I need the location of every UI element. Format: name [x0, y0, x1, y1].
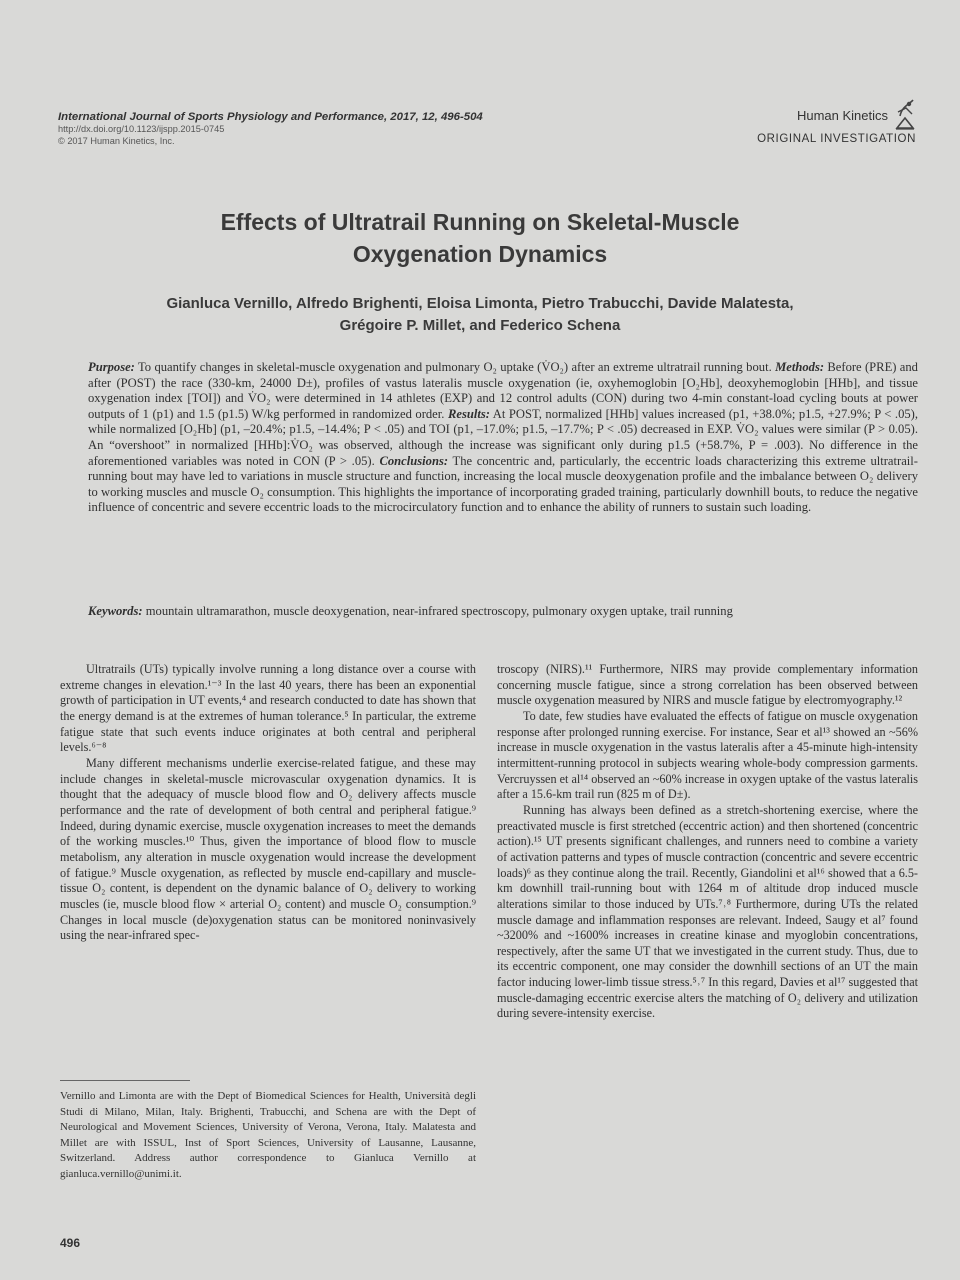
body-paragraph: Running has always been defined as a stretch-shortening exercise, where the preactivated muscle is first stretched (eccentric action) and then shortened (concentric action).¹⁵ UT presents significant challenges, and runners need to combine a variety of activation patterns and types of muscle contraction (concentric and severe eccentric loads)⁶ as they continue along the trail. Recently, Giandolini et al¹⁶ showed that a 6.5-km downhill trail-running bout with 1264 m of altitude drop induced muscle alterations similar to those induced by UTs.⁷˒⁸ Furthermore, during UTs the related muscle damage and inflammation responses are relevant. Indeed, Saugy et al⁷ found ~3200% and ~1600% increases in creatine kinase and myoglobin concentrations, respectively, after the same UT that we investigated in the current study. Thus, due to its eccentric component, one may consider the downhill sections of an UT the main factor inducing lower-limb tissue stress.⁵˒⁷ In this regard, Davies et al¹⁷ suggested that muscle-damaging eccentric exercise alters the matching of O₂ delivery and utilization during severe-intensity exercise.: [497, 802, 918, 1021]
title-line-1: Effects of Ultratrail Running on Skeletal-Muscle: [220, 209, 740, 235]
keywords-label: Keywords:: [88, 604, 143, 618]
purpose-label: Purpose:: [88, 360, 135, 374]
body-column-left: [60, 662, 476, 944]
title-line-2: Oxygenation Dynamics: [352, 241, 608, 267]
journal-header: [58, 111, 578, 147]
publisher-name: Human Kinetics: [796, 107, 888, 123]
body-paragraph: Ultratrails (UTs) typically involve running a long distance over a course with extreme changes in elevation.¹⁻³ In the last 40 years, there has been an exponential growth of participation in UT events,⁴ and research conducted to date has shown that the energy demand is at the extremes of human tolerance.⁵ In particular, the extreme fatigue state that such events induce originates at both central and peripheral levels.⁶⁻⁸: [60, 662, 476, 755]
conclusions-label: Conclusions:: [379, 453, 449, 468]
results-label: Results:: [447, 406, 490, 421]
author-list: [60, 293, 900, 337]
authors-line-1: Gianluca Vernillo, Alfredo Brighenti, Eloisa Limonta, Pietro Trabucchi, Davide Malatesta,: [166, 295, 794, 312]
copyright-notice: © 2017 Human Kinetics, Inc.: [58, 136, 175, 146]
footnote-divider: [60, 1080, 190, 1081]
keywords-text: mountain ultramarathon, muscle deoxygenation, near-infrared spectroscopy, pulmonary oxygen uptake, trail running: [142, 604, 733, 618]
body-paragraph: To date, few studies have evaluated the effects of fatigue on muscle oxygenation response after prolonged running exercise. For instance, Sear et al¹³ showed an ~56% increase in muscle oxygenation in the vastus lateralis after a 45-minute high-intensity intermittent-running protocol in subjects wearing whole-body compression garments. Vercruyssen et al¹⁴ observed an ~60% increase in oxygen uptake of the vastus lateralis after a 15.6-km trail run (825 m of D±).: [497, 708, 918, 802]
body-paragraph: Many different mechanisms underlie exercise-related fatigue, and these may include changes in skeletal-muscle microvascular oxygenation dynamics. It is thought that the adequacy of muscle blood flow and O₂ delivery affects muscle performance and the rate of development of both central and peripheral fatigue.⁹ Indeed, during dynamic exercise, muscle oxygenation increases to meet the demands of the working muscles.¹⁰ Thus, given the importance of blood flow to muscle metabolism, any alteration in muscle oxygenation would increase the development of fatigue.⁹ Muscle oxygenation, as reflected by muscle end-capillary and muscle-tissue O₂ content, is dependent on the dynamic balance of O₂ delivery to working muscles (ie, muscle blood flow × arterial O₂ content) and muscle O₂ consumption.⁹ Changes in local muscle (de)oxygenation status can be monitored noninvasively using the near-infrared spec-: [60, 755, 476, 943]
conclusions-text: The concentric and, particularly, the eccentric loads characterizing this extreme ultratrail-running bout may have led to variations in muscle structure and function, increasing the local muscle deoxygenation profile and the imbalance between O₂ delivery to working muscles and muscle O₂ consumption. This highlights the importance of incorporating graded training, particularly downhill bouts, to reduce the negative influence of concentric and severe eccentric loads to the microcirculatory function and to enhance the ability of runners to sustain such loading.: [88, 453, 919, 515]
methods-label: Methods:: [775, 360, 825, 374]
results-text: At POST, normalized [HHb] values increased (p1, +38.0%; p1.5, +27.9%; P < .05), while normalized [O₂Hb] (p1, –20.4%; p1.5, –14.4%; P < .05) and TOI (p1, –17.0%; p1.5, –17.7%; P < .05) decreased in EXP. V̇O₂ values were similar (P > 0.05). An “overshoot” in normalized [HHb]:V̇O₂ was observed, although the increase was significant only during p1.5 (+58.7%, P = .003). No difference in the aforementioned variables was noted in CON (P > .05).: [88, 406, 918, 468]
abstract-text: [88, 360, 918, 516]
journal-citation: International Journal of Sports Physiology and Performance, 2017, 12, 496-504: [58, 111, 483, 123]
body-paragraph: troscopy (NIRS).¹¹ Furthermore, NIRS may provide complementary information concerning muscle fatigue, since a strong correlation has been observed between muscle oxygenation measured by NIRS and muscle fatigue by electromyography.¹²: [497, 662, 918, 708]
article-title: [60, 206, 900, 270]
keywords: [88, 604, 948, 620]
body-column-right: [497, 662, 918, 1022]
methods-text: Before (PRE) and after (POST) the race (330-km, 24000 D±), profiles of vastus lateralis muscle oxygenation (ie, oxyhemoglobin [O₂Hb], deoxyhemoglobin [HHb], and tissue oxygenation index [TOI]) and V̇O₂ were determined in 14 athletes (EXP) and 12 control adults (CON) during two 4-min constant-load cycling bouts at power outputs of 1 (p1) and 1.5 (p1.5) W/kg performed in randomized order.: [88, 360, 918, 421]
publisher-header: [757, 98, 916, 145]
article-type-label: ORIGINAL INVESTIGATION: [757, 133, 916, 145]
abstract: [88, 360, 918, 516]
purpose-text: To quantify changes in skeletal-muscle oxygenation and pulmonary O₂ uptake (V̇O₂) after an extreme ultratrail running bout.: [134, 360, 772, 374]
author-affiliation-footnote: Vernillo and Limonta are with the Dept of Biomedical Sciences for Health, Università degli Studi di Milano, Milan, Italy. Brighenti, Trabucchi, and Schena are with the Dept of Neurological and Movement Sciences, University of Verona, Verona, Italy. Malatesta and Millet are with ISSUL, Inst of Sport Sciences, University of Lausanne, Lausanne, Switzerland. Address author correspondence to Gianluca Vernillo at gianluca.vernillo@unimi.it.: [60, 1090, 476, 1180]
page-number: 496: [60, 1236, 81, 1250]
human-kinetics-logo-icon: [894, 98, 916, 132]
authors-line-2: Grégoire P. Millet, and Federico Schena: [339, 317, 621, 334]
doi-link[interactable]: http://dx.doi.org/10.1123/ijspp.2015-0745: [58, 124, 225, 134]
